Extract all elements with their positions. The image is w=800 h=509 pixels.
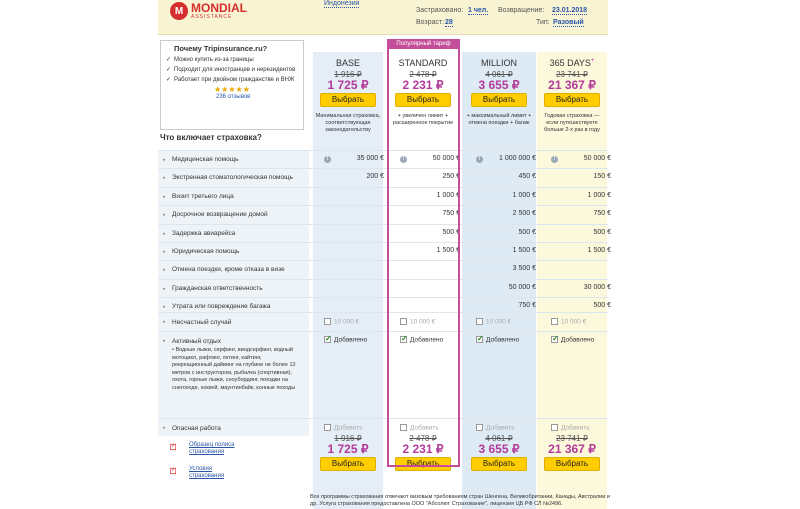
plan-name: STANDARD: [398, 58, 448, 68]
type-label: Тип:: [536, 19, 550, 26]
coverage-value: [476, 210, 536, 217]
price: 3 655 ₽: [478, 442, 520, 456]
active-added: Добавлено: [561, 336, 595, 344]
danger-add: Добавить: [334, 424, 363, 432]
coverage-value: [551, 284, 611, 291]
coverage-amount: 35 000 €: [356, 155, 384, 162]
plan-name: MILLION: [480, 58, 517, 68]
plan-desc: + увеличен лимит + расширенное покрытие: [392, 113, 454, 126]
danger-add: Добавить: [410, 424, 439, 432]
why-title: Почему Tripinsurance.ru?: [174, 44, 268, 53]
danger-checkbox[interactable]: [551, 424, 558, 431]
coverage-amount: 450 €: [518, 173, 536, 181]
coverage-value: [400, 192, 460, 199]
row-label: ▸ Юридическая помощь: [158, 243, 309, 260]
sample-policy-link[interactable]: ⏍ Образец полиса страхования: [170, 442, 235, 455]
mondial-logo: [170, 2, 247, 20]
coverage-value[interactable]: [551, 155, 611, 162]
row-label: ▸ Утрата или повреждение багажа: [158, 298, 309, 315]
coverage-value: [551, 229, 611, 236]
coverage-row: [158, 150, 611, 168]
coverage-value: [324, 173, 384, 180]
insured-label: Застраховано:: [416, 7, 464, 14]
coverage-amount: 500 €: [442, 228, 460, 236]
select-button[interactable]: Выбрать: [320, 93, 376, 107]
select-button[interactable]: Выбрать: [320, 457, 376, 471]
coverage-row: [158, 187, 611, 205]
insured-value[interactable]: 1 чел.: [468, 7, 489, 14]
row-label: ▸ Медицинская помощь: [158, 151, 309, 168]
coverage-amount: 1 000 €: [587, 191, 611, 199]
age-label: Возраст:: [416, 19, 445, 26]
coverage-value: [476, 192, 536, 199]
old-price: 2 478 ₽: [409, 434, 437, 443]
coverage-value: [551, 210, 611, 217]
row-label: ▸ Активный отдых: [158, 332, 309, 418]
info-icon[interactable]: !: [324, 156, 331, 163]
coverage-row: [158, 224, 611, 242]
row-label: ▸ Опасная работа: [158, 419, 309, 436]
type-value[interactable]: Разовый: [553, 19, 584, 26]
plan-desc: Годовая страховка — если путешествуете больше 2-х раз в году: [544, 113, 600, 133]
old-price: 2 478 ₽: [409, 70, 437, 79]
danger-add: Добавить: [561, 424, 590, 432]
info-icon[interactable]: !: [551, 156, 558, 163]
old-price: 4 061 ₽: [485, 434, 513, 443]
footer-note: Все программы страхования отвечают визовым требованиям стран Шенгена, Великобритании, Канады, Австралии и др. Услуга страхования предоставлена ООО "Абсолют Страхование", лицензия ЦБ РФ СЛ №2496.: [310, 494, 610, 507]
coverage-value: [476, 247, 536, 254]
danger-add: Добавить: [486, 424, 515, 432]
coverage-amount: 1 000 €: [436, 191, 460, 199]
why-item: ✓ Работает при двойном гражданстве и ВНЖ: [166, 76, 298, 84]
plan-desc: + максимальный лимит + отмена поездки + багаж: [466, 113, 532, 126]
plan-standard: [387, 52, 459, 127]
coverage-amount: 750 €: [518, 302, 536, 310]
pdf-icon: ⏍: [170, 466, 179, 477]
coverage-amount: 30 000 €: [583, 283, 611, 291]
plan-name: BASE: [335, 58, 360, 68]
accident-checkbox[interactable]: [476, 318, 483, 325]
accident-value: 10 000 €: [410, 318, 436, 326]
coverage-value: [400, 173, 460, 180]
old-price: 23 741 ₽: [556, 434, 588, 443]
active-rest-list: • Водные лыжи, серфинг, виндсерфинг, водный мотоцикл, рафтинг, яхтинг, кайтинг, рекреационный дайвинг на глубине не более 12 метров с инструктором, рыбалка (спортивная), охота, горные лыжи, сноубординг, поездки на снегоходе, хоккей, маунтинбайк, конные походы: [172, 347, 296, 391]
info-icon[interactable]: !: [400, 156, 407, 163]
coverage-value: [476, 229, 536, 236]
price: 1 725 ₽: [327, 78, 369, 92]
coverage-value[interactable]: [324, 155, 384, 162]
logo-icon: M: [170, 2, 188, 20]
coverage-value: [551, 302, 611, 309]
plan-million: [463, 52, 535, 127]
coverage-amount: 1 000 000 €: [499, 155, 536, 162]
coverage-amount: 1 500 €: [436, 247, 460, 254]
plan-million-bottom: [463, 432, 535, 471]
coverage-value: [400, 210, 460, 217]
coverage-value[interactable]: [476, 155, 536, 162]
select-button[interactable]: Выбрать: [471, 457, 527, 471]
danger-checkbox[interactable]: [324, 424, 331, 431]
plan-365: [536, 52, 608, 134]
accident-value: 10 000 €: [486, 318, 512, 326]
accident-row: [158, 312, 608, 331]
conditions-link[interactable]: ⏍ Условия страхования: [170, 466, 225, 479]
reviews-link[interactable]: 236 отзывов: [216, 94, 251, 100]
select-button[interactable]: Выбрать: [471, 93, 527, 107]
price: 2 231 ₽: [402, 78, 444, 92]
logo-subtext: ASSISTANCE: [191, 13, 233, 20]
price: 2 231 ₽: [402, 442, 444, 456]
coverage-amount: 500 €: [518, 228, 536, 236]
select-button[interactable]: Выбрать: [395, 457, 451, 471]
danger-checkbox[interactable]: [400, 424, 407, 431]
row-label: ▸ Досрочное возвращение домой: [158, 206, 309, 223]
coverage-amount: 500 €: [593, 302, 611, 310]
price: 21 367 ₽: [548, 78, 596, 92]
row-label: ▸ Гражданская ответственность: [158, 280, 309, 297]
why-item: ✓ Можно купить из-за границы: [166, 56, 298, 64]
coverage-row: [158, 242, 611, 260]
active-added: Добавлено: [334, 336, 368, 344]
old-price: 4 061 ₽: [485, 70, 513, 79]
logo-text: MONDIAL: [191, 0, 247, 15]
coverage-amount: 1 000 €: [512, 191, 536, 199]
popular-badge: Популярный тариф: [387, 39, 460, 49]
coverage-value: [476, 302, 536, 309]
coverage-value: [476, 284, 536, 291]
plan-base-bottom: [312, 432, 384, 471]
accident-value: 10 000 €: [334, 318, 360, 326]
row-label: ▸ Отмена поездки, кроме отказа в визе: [158, 261, 309, 278]
coverage-value: [551, 192, 611, 199]
plan-sup: +: [590, 58, 595, 64]
active-checkbox[interactable]: [324, 336, 331, 343]
rating-stars: ★★★★★: [214, 85, 250, 94]
accident-value: 10 000 €: [561, 318, 587, 326]
select-button[interactable]: Выбрать: [544, 457, 600, 471]
price: 1 725 ₽: [327, 442, 369, 456]
plan-365-bottom: [536, 432, 608, 471]
coverage-value: [476, 173, 536, 180]
row-label: ▸ Несчастный случай: [158, 313, 309, 331]
coverage-amount: 50 000 €: [432, 155, 460, 162]
row-label: ▸ Задержка авиарейса: [158, 225, 309, 242]
accident-checkbox[interactable]: [400, 318, 407, 325]
active-added: Добавлено: [486, 336, 520, 344]
page: [158, 0, 611, 509]
age-value[interactable]: 28: [445, 19, 453, 26]
active-added: Добавлено: [410, 336, 444, 344]
return-label: Возвращение:: [498, 7, 545, 14]
coverage-amount: 750 €: [593, 210, 611, 218]
coverage-title: Что включает страховка?: [160, 133, 262, 142]
coverage-amount: 250 €: [442, 173, 460, 181]
coverage-amount: 3 500 €: [512, 265, 536, 273]
header: [158, 0, 608, 35]
why-box: [160, 40, 304, 130]
coverage-row: [158, 205, 611, 223]
select-button[interactable]: Выбрать: [395, 93, 451, 107]
coverage-value[interactable]: [400, 155, 460, 162]
old-price: 1 916 ₽: [334, 434, 362, 443]
active-checkbox[interactable]: [400, 336, 407, 343]
accident-checkbox[interactable]: [551, 318, 558, 325]
coverage-amount: 2 500 €: [512, 210, 536, 218]
why-item: ✓ Подходит для иностранцев и нерезидентов: [166, 66, 298, 74]
coverage-row: [158, 260, 608, 278]
plan-name-text: 365 DAYS: [549, 58, 591, 68]
price: 21 367 ₽: [548, 442, 596, 456]
coverage-amount: 200 €: [366, 173, 384, 181]
row-label: ▸ Экстренная стоматологическая помощь: [158, 169, 309, 186]
coverage-value: [551, 173, 611, 180]
active-checkbox[interactable]: [551, 336, 558, 343]
coverage-amount: 50 000 €: [508, 283, 536, 291]
active-rest-row: [158, 331, 608, 418]
row-label: ▸ Визит третьего лица: [158, 188, 309, 205]
danger-checkbox[interactable]: [476, 424, 483, 431]
pdf-icon: ⏍: [170, 442, 179, 453]
active-checkbox[interactable]: [476, 336, 483, 343]
coverage-amount: 1 500 €: [587, 247, 611, 254]
destination-link[interactable]: Индонезия: [324, 0, 360, 7]
coverage-amount: 500 €: [593, 228, 611, 236]
coverage-amount: 150 €: [593, 173, 611, 181]
coverage-value: [400, 229, 460, 236]
return-value[interactable]: 23.01.2018: [552, 7, 588, 14]
accident-checkbox[interactable]: [324, 318, 331, 325]
old-price: 1 916 ₽: [334, 70, 362, 79]
plan-desc: Минимальная страховка, соответствующая законодательству: [315, 113, 381, 133]
select-button[interactable]: Выбрать: [544, 93, 600, 107]
coverage-value: [551, 247, 611, 254]
price: 3 655 ₽: [478, 78, 520, 92]
coverage-amount: 1 500 €: [512, 247, 536, 254]
coverage-value: [400, 247, 460, 254]
plan-base: [312, 52, 384, 134]
plan-standard-bottom: [387, 432, 459, 471]
coverage-row: [158, 168, 611, 186]
coverage-value: [476, 265, 536, 272]
coverage-amount: 750 €: [442, 210, 460, 218]
old-price: 23 741 ₽: [556, 70, 588, 79]
info-icon[interactable]: !: [476, 156, 483, 163]
coverage-amount: 50 000 €: [583, 155, 611, 162]
coverage-row: [158, 279, 611, 297]
plan-name: [536, 58, 608, 68]
